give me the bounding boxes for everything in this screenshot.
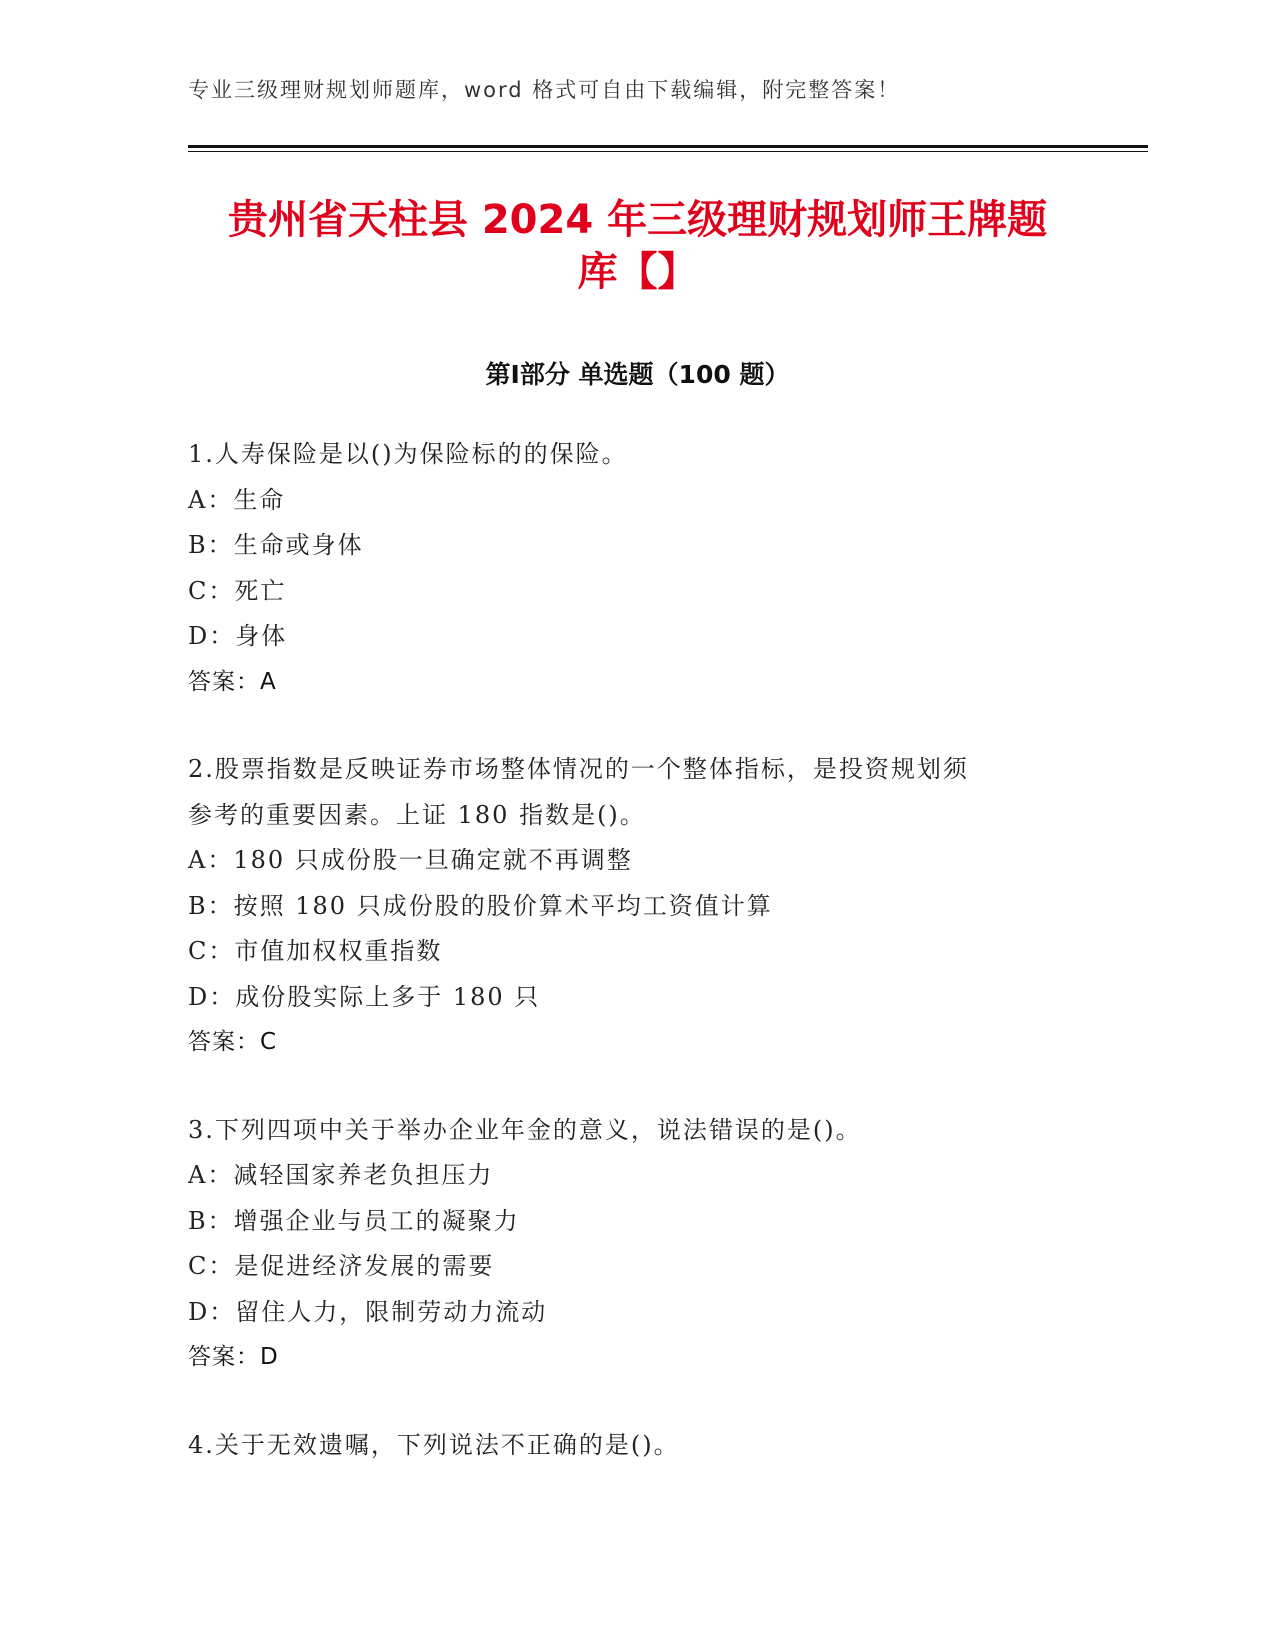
header-rule-thick: [188, 145, 1148, 148]
title-line-1: 贵州省天柱县 2024 年三级理财规划师王牌题: [227, 197, 1048, 243]
question-stem: 2.股票指数是反映证券市场整体情况的一个整体指标，是投资规划须: [188, 755, 969, 783]
answer-line: 答案：D: [188, 1344, 279, 1370]
section-heading: 第Ⅰ部分 单选题（100 题）: [485, 360, 790, 389]
title-line-2: 库【】: [577, 249, 698, 295]
option-d: D：成份股实际上多于 180 只: [188, 982, 541, 1011]
question-2: [188, 747, 1088, 1066]
question-1: [188, 432, 1088, 705]
question-list: [188, 432, 1088, 1510]
question-stem: 1.人寿保险是以()为保险标的的保险。: [188, 440, 628, 468]
question-stem-continued: 参考的重要因素。上证 180 指数是()。: [188, 800, 646, 829]
option-c: C：市值加权权重指数: [188, 937, 443, 965]
question-4: [188, 1423, 1088, 1469]
option-b: B：生命或身体: [188, 531, 364, 559]
header-rule-thin: [188, 151, 1148, 152]
option-a: A：180 只成份股一旦确定就不再调整: [188, 846, 633, 874]
option-c: C：是促进经济发展的需要: [188, 1252, 495, 1280]
document-title: [150, 194, 1125, 298]
option-a: A：生命: [188, 485, 286, 514]
question-stem: 4.关于无效遗嘱，下列说法不正确的是()。: [188, 1430, 680, 1459]
option-b: B：增强企业与员工的凝聚力: [188, 1206, 520, 1235]
option-c: C：死亡: [188, 576, 287, 605]
answer-line: 答案：A: [188, 668, 277, 695]
answer-line: 答案：C: [188, 1029, 278, 1055]
option-d: D：身体: [188, 622, 288, 650]
question-3: [188, 1108, 1088, 1381]
option-d: D：留住人力，限制劳动力流动: [188, 1297, 548, 1326]
page-header: 专业三级理财规划师题库，word 格式可自由下载编辑，附完整答案！: [188, 78, 901, 102]
option-b: B：按照 180 只成份股的股价算术平均工资值计算: [188, 891, 773, 920]
option-a: A：减轻国家养老负担压力: [188, 1161, 494, 1189]
question-stem: 3.下列四项中关于举办企业年金的意义，说法错误的是()。: [188, 1115, 862, 1144]
